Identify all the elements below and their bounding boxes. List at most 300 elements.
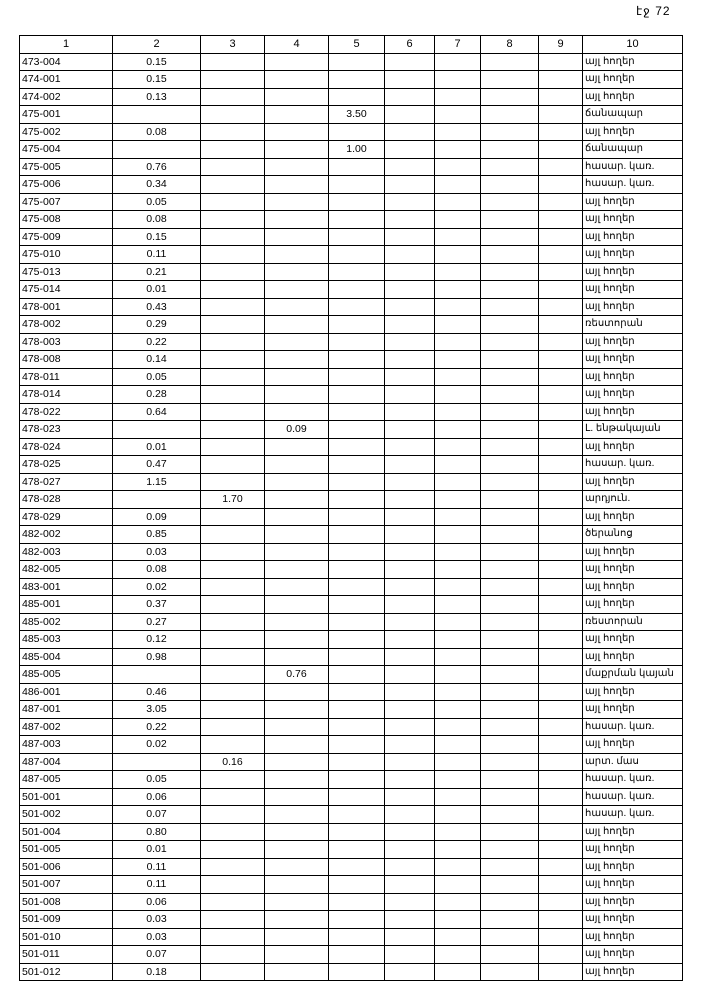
area-cell (481, 596, 539, 614)
area-cell (385, 841, 435, 859)
table-row (20, 456, 683, 474)
area-cell: 0.80 (113, 823, 201, 841)
area-cell (385, 753, 435, 771)
area-cell (329, 876, 385, 894)
area-cell (481, 718, 539, 736)
area-cell (481, 631, 539, 649)
area-cell (329, 211, 385, 229)
area-cell: 0.02 (113, 736, 201, 754)
area-cell (265, 578, 329, 596)
table-row (20, 963, 683, 981)
land-use-cell: այլ հողեր (583, 648, 683, 666)
area-cell (329, 858, 385, 876)
area-cell (265, 158, 329, 176)
area-cell (201, 701, 265, 719)
area-cell (481, 823, 539, 841)
area-cell (329, 543, 385, 561)
area-cell (201, 246, 265, 264)
area-cell (539, 526, 583, 544)
area-cell (329, 228, 385, 246)
area-cell (481, 928, 539, 946)
parcel-code-cell: 485-002 (20, 613, 113, 631)
area-cell (435, 193, 481, 211)
parcel-code-cell: 478-014 (20, 386, 113, 404)
area-cell (481, 53, 539, 71)
area-cell (385, 876, 435, 894)
table-row (20, 526, 683, 544)
area-cell (385, 176, 435, 194)
area-cell: 0.29 (113, 316, 201, 334)
area-cell: 0.21 (113, 263, 201, 281)
area-cell (435, 543, 481, 561)
area-cell (539, 333, 583, 351)
area-cell (481, 508, 539, 526)
area-cell (265, 893, 329, 911)
area-cell (539, 841, 583, 859)
area-cell (435, 351, 481, 369)
area-cell (481, 211, 539, 229)
parcel-code-cell: 475-005 (20, 158, 113, 176)
area-cell: 3.50 (329, 106, 385, 124)
land-use-cell: այլ հողեր (583, 193, 683, 211)
land-use-cell: այլ հողեր (583, 71, 683, 89)
area-cell (329, 666, 385, 684)
area-cell (265, 736, 329, 754)
area-cell: 0.11 (113, 858, 201, 876)
area-cell (435, 963, 481, 981)
area-cell (113, 666, 201, 684)
area-cell (265, 368, 329, 386)
land-use-cell: այլ հողեր (583, 438, 683, 456)
area-cell (385, 946, 435, 964)
area-cell (435, 596, 481, 614)
area-cell (265, 403, 329, 421)
area-cell (201, 456, 265, 474)
area-cell (265, 858, 329, 876)
area-cell (265, 386, 329, 404)
parcel-code-cell: 501-004 (20, 823, 113, 841)
land-use-cell: այլ հողեր (583, 123, 683, 141)
area-cell (539, 71, 583, 89)
area-cell (481, 176, 539, 194)
column-header-8: 8 (481, 36, 539, 54)
parcel-code-cell: 475-006 (20, 176, 113, 194)
area-cell (329, 421, 385, 439)
area-cell (385, 596, 435, 614)
area-cell: 0.08 (113, 561, 201, 579)
area-cell (385, 368, 435, 386)
area-cell (481, 841, 539, 859)
area-cell (265, 753, 329, 771)
area-cell (435, 491, 481, 509)
area-cell (539, 88, 583, 106)
area-cell (481, 911, 539, 929)
area-cell (385, 333, 435, 351)
area-cell (201, 351, 265, 369)
area-cell (265, 718, 329, 736)
area-cell (481, 71, 539, 89)
area-cell: 0.98 (113, 648, 201, 666)
parcel-code-cell: 483-001 (20, 578, 113, 596)
area-cell (539, 788, 583, 806)
land-use-cell: այլ հողեր (583, 386, 683, 404)
area-cell (265, 123, 329, 141)
area-cell (481, 526, 539, 544)
parcel-code-cell: 501-002 (20, 806, 113, 824)
area-cell: 0.16 (201, 753, 265, 771)
table-row (20, 858, 683, 876)
area-cell (201, 526, 265, 544)
parcel-code-cell: 475-010 (20, 246, 113, 264)
area-cell (435, 736, 481, 754)
area-cell (539, 263, 583, 281)
table-body (20, 53, 683, 981)
land-use-cell: այլ հողեր (583, 946, 683, 964)
area-cell (329, 613, 385, 631)
land-use-cell: այլ հողեր (583, 841, 683, 859)
table-row (20, 893, 683, 911)
area-cell (435, 788, 481, 806)
area-cell: 0.15 (113, 53, 201, 71)
area-cell (201, 333, 265, 351)
area-cell (435, 176, 481, 194)
area-cell (481, 613, 539, 631)
area-cell (539, 176, 583, 194)
land-use-cell: այլ հողեր (583, 701, 683, 719)
table-row (20, 613, 683, 631)
table-row (20, 386, 683, 404)
table-row (20, 316, 683, 334)
area-cell (539, 298, 583, 316)
area-cell (265, 473, 329, 491)
area-cell (201, 508, 265, 526)
area-cell (265, 788, 329, 806)
area-cell (329, 351, 385, 369)
parcel-code-cell: 473-004 (20, 53, 113, 71)
table-row (20, 596, 683, 614)
land-use-cell: այլ հողեր (583, 858, 683, 876)
parcel-code-cell: 485-005 (20, 666, 113, 684)
area-cell (329, 71, 385, 89)
area-cell (435, 753, 481, 771)
area-cell (481, 893, 539, 911)
table-row (20, 823, 683, 841)
table-row (20, 683, 683, 701)
parcel-code-cell: 487-003 (20, 736, 113, 754)
area-cell: 0.09 (265, 421, 329, 439)
parcel-code-cell: 478-003 (20, 333, 113, 351)
area-cell: 0.03 (113, 911, 201, 929)
area-cell (265, 211, 329, 229)
area-cell (435, 228, 481, 246)
parcel-code-cell: 482-005 (20, 561, 113, 579)
area-cell (435, 438, 481, 456)
area-cell: 0.15 (113, 228, 201, 246)
area-cell (201, 876, 265, 894)
area-cell (201, 718, 265, 736)
area-cell (201, 368, 265, 386)
area-cell (265, 823, 329, 841)
area-cell (201, 281, 265, 299)
land-use-cell: այլ հողեր (583, 631, 683, 649)
area-cell (435, 526, 481, 544)
parcel-code-cell: 474-001 (20, 71, 113, 89)
area-cell: 0.43 (113, 298, 201, 316)
area-cell (435, 281, 481, 299)
area-cell: 0.28 (113, 386, 201, 404)
table-row (20, 701, 683, 719)
parcel-code-cell: 487-004 (20, 753, 113, 771)
area-cell (481, 333, 539, 351)
area-cell (435, 823, 481, 841)
area-cell (329, 893, 385, 911)
area-cell: 0.34 (113, 176, 201, 194)
table-row (20, 228, 683, 246)
land-use-cell: այլ հողեր (583, 351, 683, 369)
area-cell (329, 263, 385, 281)
land-table (19, 35, 683, 981)
land-use-cell: այլ հողեր (583, 403, 683, 421)
table-row (20, 246, 683, 264)
table-row (20, 403, 683, 421)
parcel-code-cell: 478-024 (20, 438, 113, 456)
land-use-cell: այլ հողեր (583, 473, 683, 491)
area-cell (539, 963, 583, 981)
area-cell (265, 648, 329, 666)
area-cell (265, 316, 329, 334)
area-cell (435, 456, 481, 474)
area-cell (329, 88, 385, 106)
area-cell (539, 928, 583, 946)
area-cell: 0.08 (113, 123, 201, 141)
area-cell (435, 911, 481, 929)
area-cell (435, 106, 481, 124)
area-cell (265, 71, 329, 89)
area-cell (265, 876, 329, 894)
land-use-cell: հասար. կառ. (583, 158, 683, 176)
land-use-cell: այլ հողեր (583, 543, 683, 561)
area-cell (435, 53, 481, 71)
area-cell (201, 946, 265, 964)
parcel-code-cell: 501-011 (20, 946, 113, 964)
table-row (20, 176, 683, 194)
table-row (20, 193, 683, 211)
area-cell (539, 578, 583, 596)
table-row (20, 281, 683, 299)
area-cell (201, 858, 265, 876)
table-row (20, 928, 683, 946)
area-cell (385, 491, 435, 509)
area-cell (385, 806, 435, 824)
area-cell (539, 753, 583, 771)
area-cell (265, 806, 329, 824)
area-cell (385, 403, 435, 421)
table-row (20, 211, 683, 229)
area-cell (201, 806, 265, 824)
area-cell (329, 806, 385, 824)
area-cell (329, 316, 385, 334)
area-cell (539, 316, 583, 334)
area-cell (265, 228, 329, 246)
area-cell (481, 543, 539, 561)
area-cell (265, 508, 329, 526)
area-cell (265, 246, 329, 264)
area-cell (539, 246, 583, 264)
area-cell (539, 211, 583, 229)
table-row (20, 53, 683, 71)
area-cell: 0.07 (113, 946, 201, 964)
area-cell (481, 491, 539, 509)
area-cell (201, 386, 265, 404)
area-cell (385, 123, 435, 141)
area-cell (265, 613, 329, 631)
area-cell (481, 456, 539, 474)
area-cell (481, 701, 539, 719)
area-cell (539, 438, 583, 456)
area-cell (265, 631, 329, 649)
area-cell (265, 351, 329, 369)
area-cell (329, 718, 385, 736)
parcel-code-cell: 501-007 (20, 876, 113, 894)
table-row (20, 666, 683, 684)
area-cell (201, 631, 265, 649)
area-cell (385, 701, 435, 719)
area-cell (265, 193, 329, 211)
area-cell (329, 53, 385, 71)
area-cell (265, 928, 329, 946)
area-cell: 0.01 (113, 438, 201, 456)
area-cell (329, 596, 385, 614)
area-cell (385, 106, 435, 124)
land-use-cell: այլ հողեր (583, 736, 683, 754)
table-row (20, 631, 683, 649)
area-cell (385, 71, 435, 89)
area-cell (539, 718, 583, 736)
area-cell (329, 438, 385, 456)
area-cell: 0.15 (113, 71, 201, 89)
table-row (20, 263, 683, 281)
parcel-code-cell: 501-008 (20, 893, 113, 911)
area-cell (481, 88, 539, 106)
area-cell (201, 141, 265, 159)
area-cell (435, 841, 481, 859)
area-cell (329, 963, 385, 981)
area-cell: 0.01 (113, 281, 201, 299)
area-cell (201, 473, 265, 491)
area-cell (385, 298, 435, 316)
area-cell (329, 281, 385, 299)
area-cell (329, 911, 385, 929)
area-cell (329, 158, 385, 176)
area-cell (385, 53, 435, 71)
area-cell (201, 771, 265, 789)
area-cell (481, 281, 539, 299)
area-cell (265, 911, 329, 929)
table-row (20, 141, 683, 159)
area-cell (201, 648, 265, 666)
area-cell (385, 963, 435, 981)
land-use-cell: ռեստորան (583, 613, 683, 631)
area-cell (201, 596, 265, 614)
area-cell (481, 806, 539, 824)
parcel-code-cell: 486-001 (20, 683, 113, 701)
area-cell (435, 158, 481, 176)
area-cell (481, 858, 539, 876)
area-cell (201, 88, 265, 106)
land-use-cell: այլ հողեր (583, 246, 683, 264)
parcel-code-cell: 487-002 (20, 718, 113, 736)
area-cell: 0.76 (113, 158, 201, 176)
area-cell (385, 316, 435, 334)
area-cell (385, 736, 435, 754)
area-cell (435, 88, 481, 106)
area-cell (539, 701, 583, 719)
parcel-code-cell: 478-002 (20, 316, 113, 334)
area-cell (201, 438, 265, 456)
area-cell (435, 631, 481, 649)
area-cell: 3.05 (113, 701, 201, 719)
area-cell (329, 736, 385, 754)
land-use-cell: այլ հողեր (583, 823, 683, 841)
area-cell (201, 403, 265, 421)
land-use-cell: ճանապար (583, 141, 683, 159)
area-cell (385, 893, 435, 911)
land-use-cell: հասար. կառ. (583, 806, 683, 824)
parcel-code-cell: 487-005 (20, 771, 113, 789)
area-cell (385, 193, 435, 211)
area-cell (539, 543, 583, 561)
land-use-cell: Լ. ենթակայան (583, 421, 683, 439)
land-use-cell: այլ հողեր (583, 88, 683, 106)
table-row (20, 298, 683, 316)
area-cell (265, 281, 329, 299)
area-cell (201, 228, 265, 246)
area-cell (385, 613, 435, 631)
table-row (20, 351, 683, 369)
land-use-cell: այլ հողեր (583, 333, 683, 351)
parcel-code-cell: 482-003 (20, 543, 113, 561)
area-cell (329, 193, 385, 211)
area-cell (385, 911, 435, 929)
parcel-code-cell: 475-004 (20, 141, 113, 159)
land-use-cell: այլ հողեր (583, 298, 683, 316)
area-cell: 1.70 (201, 491, 265, 509)
land-use-cell: այլ հողեր (583, 963, 683, 981)
column-header-10: 10 (583, 36, 683, 54)
area-cell (481, 403, 539, 421)
area-cell (481, 421, 539, 439)
area-cell (201, 736, 265, 754)
area-cell (435, 648, 481, 666)
area-cell (435, 246, 481, 264)
area-cell (201, 123, 265, 141)
parcel-code-cell: 501-005 (20, 841, 113, 859)
area-cell (201, 928, 265, 946)
parcel-code-cell: 485-004 (20, 648, 113, 666)
table-row (20, 806, 683, 824)
land-use-cell: այլ հողեր (583, 228, 683, 246)
area-cell (481, 648, 539, 666)
area-cell (385, 858, 435, 876)
area-cell (385, 88, 435, 106)
area-cell (539, 193, 583, 211)
area-cell (385, 771, 435, 789)
area-cell (329, 246, 385, 264)
area-cell: 0.06 (113, 893, 201, 911)
land-use-cell: հասար. կառ. (583, 788, 683, 806)
area-cell (265, 946, 329, 964)
land-use-cell: այլ հողեր (583, 911, 683, 929)
